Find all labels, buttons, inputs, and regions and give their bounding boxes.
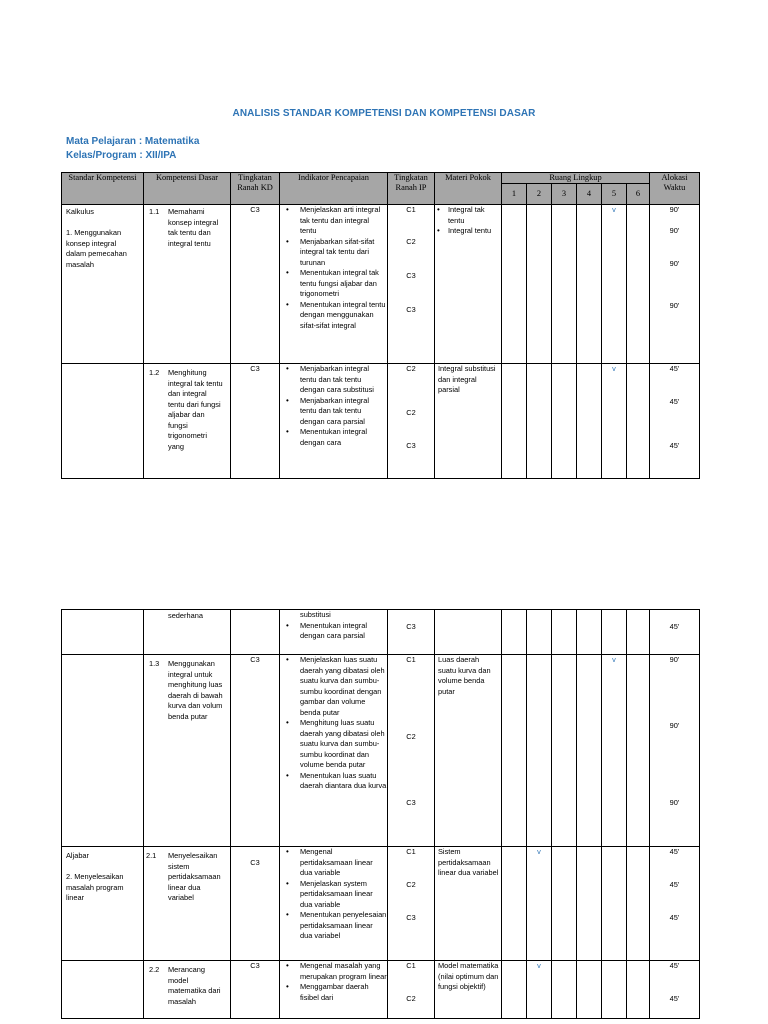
tk-ip-cell: C1 C2 C3 C3 <box>388 205 435 364</box>
sk-cell <box>62 205 144 364</box>
header-tingkatan-ranah-kd: Tingkatan Ranah KD <box>231 173 280 205</box>
alokasi-cell: 90' 90' 90' 90' <box>650 205 700 364</box>
materi-cell <box>435 364 502 479</box>
indikator-continuation: substitusi <box>300 610 331 619</box>
header-ruang-4: 4 <box>577 184 602 205</box>
kd-text: Menghitung integral tak tentu dan integral tentu dari fungsi aljabar dan fungsi trigonometri yang <box>168 368 223 451</box>
document-title: ANALISIS STANDAR KOMPETENSI DAN KOMPETENSI DASAR <box>232 108 536 119</box>
alokasi-cell: 45' 45' <box>650 961 700 1019</box>
tk-kd-cell: C3 <box>231 364 280 479</box>
kd-text: Menyelesaikan sistem pertidaksamaan linear dua variabel <box>168 851 221 902</box>
sk-topic: Aljabar <box>66 851 90 860</box>
table-row <box>62 655 700 847</box>
table-row <box>62 205 700 364</box>
list-item: • Integral tak tentu <box>435 205 501 226</box>
list-item: • Menentukan luas suatu daerah diantara dua kurva <box>280 771 387 792</box>
table-row <box>62 961 700 1019</box>
list-item: • Mengenal masalah yang merupakan program linear <box>280 961 387 982</box>
list-item: • Menjabarkan integral tentu dan tak tentu dengan cara parsial <box>280 396 387 428</box>
header-ruang-6: 6 <box>627 184 650 205</box>
alokasi-cell: 45' 45' 45' <box>650 847 700 961</box>
check-mark: v <box>527 961 552 1019</box>
kd-cell <box>144 655 231 847</box>
sk-text: 1. Menggunakan konsep integral dalam pemecahan masalah <box>66 228 127 269</box>
kd-number: 2.2 <box>149 965 160 974</box>
header-ruang-5: 5 <box>602 184 627 205</box>
tk-ip-cell: C1 C2 C3 <box>388 847 435 961</box>
indikator-cell <box>280 364 388 479</box>
kd-cell <box>144 847 231 961</box>
alokasi-cell: 45' <box>650 610 700 655</box>
header-ruang-1: 1 <box>502 184 527 205</box>
competency-table-bottom <box>61 609 700 1019</box>
header-kompetensi-dasar: Kompetensi Dasar <box>144 173 231 205</box>
kd-cell <box>144 364 231 479</box>
header-ruang-3: 3 <box>552 184 577 205</box>
header-ruang-lingkup: Ruang Lingkup <box>502 173 650 184</box>
table-row <box>62 364 700 479</box>
kd-number: 1.1 <box>149 207 160 216</box>
list-item: • Menentukan integral tentu dengan menggunakan sifat-sifat integral <box>280 300 387 332</box>
check-mark: v <box>527 847 552 961</box>
competency-table-top <box>61 172 700 479</box>
tk-ip-cell: C1 C2 <box>388 961 435 1019</box>
list-item: • Menjelaskan system pertidaksamaan linear dua variable <box>280 879 387 911</box>
list-item: • Mengenal pertidaksamaan linear dua variable <box>280 847 387 879</box>
list-item: • Menjabarkan sifat-sifat integral tak tentu dari turunan <box>280 237 387 269</box>
indikator-cell <box>280 610 388 655</box>
list-item: • Menggambar daerah fisibel dari <box>280 982 387 1003</box>
list-item: • Menghitung luas suatu daerah yang dibatasi oleh suatu kurva dan sumbu-sumbu koordinat dan volume benda putar <box>280 718 387 771</box>
header-indikator: Indikator Pencapaian <box>280 173 388 205</box>
header-materi-pokok: Materi Pokok <box>435 173 502 205</box>
tk-kd-cell: C3 <box>231 655 280 847</box>
sk-topic: Kalkulus <box>66 207 94 216</box>
alokasi-cell: 45' 45' 45' <box>650 364 700 479</box>
kd-text: Memahami konsep integral tak tentu dan integral tentu <box>168 207 219 248</box>
list-item: • Menentukan integral dengan cara parsial <box>280 621 387 642</box>
materi-cell <box>435 847 502 961</box>
kd-cell <box>144 961 231 1019</box>
sk-text: 2. Menyelesaikan masalah program linear <box>66 872 124 902</box>
materi-cell <box>435 205 502 364</box>
kd-cell <box>144 205 231 364</box>
tk-ip-cell: C1 C2 C3 <box>388 655 435 847</box>
tk-kd-cell: C3 <box>231 205 280 364</box>
subject-label: Mata Pelajaran : Matematika <box>66 136 200 147</box>
header-tingkatan-ranah-ip: Tingkatan Ranah IP <box>388 173 435 205</box>
table-row <box>62 610 700 655</box>
materi-cell <box>435 655 502 847</box>
materi-text: Sistem pertidaksamaan linear dua variabel <box>438 847 499 877</box>
indikator-cell <box>280 205 388 364</box>
indikator-cell <box>280 655 388 847</box>
sk-cell <box>62 847 144 961</box>
kd-cell <box>144 610 231 655</box>
list-item: • Menentukan integral tak tentu fungsi aljabar dan trigonometri <box>280 268 387 300</box>
materi-cell <box>435 961 502 1019</box>
tk-kd-cell: C3 <box>231 961 280 1019</box>
kd-text: sederhana <box>168 611 203 620</box>
list-item: • Menentukan integral dengan cara <box>280 427 387 448</box>
list-item: • Menentukan penyelesaian pertidaksamaan linear dua variabel <box>280 910 387 942</box>
indikator-cell <box>280 961 388 1019</box>
class-program-label: Kelas/Program : XII/IPA <box>66 150 177 161</box>
tk-kd-cell: C3 <box>231 847 280 961</box>
materi-text: Luas daerah suatu kurva dan volume benda putar <box>438 655 491 696</box>
materi-text: Model matematika (nilai optimum dan fungsi objektif) <box>438 961 499 991</box>
check-mark: v <box>602 364 627 479</box>
header-alokasi-waktu: Alokasi Waktu <box>650 173 700 205</box>
header-standar-kompetensi: Standar Kompetensi <box>62 173 144 205</box>
table-row <box>62 847 700 961</box>
list-item: • Menjelaskan luas suatu daerah yang dibatasi oleh suatu kurva dan sumbu-sumbu koordinat dengan gambar dan volume benda putar <box>280 655 387 718</box>
tk-ip-cell: C3 <box>388 610 435 655</box>
kd-number: 1.2 <box>149 368 160 377</box>
kd-number: 2.1 <box>146 851 157 860</box>
kd-text: Merancang model matematika dari masalah <box>168 965 221 1006</box>
list-item: • Menjabarkan integral tentu dan tak tentu dengan cara substitusi <box>280 364 387 396</box>
kd-text: Menggunakan integral untuk menghitung luas daerah di bawah kurva dan volum benda putar <box>168 659 223 721</box>
materi-text: Integral substitusi dan integral parsial <box>438 364 496 394</box>
list-item: • Integral tentu <box>435 226 501 237</box>
indikator-cell <box>280 847 388 961</box>
alokasi-cell: 90' 90' 90' <box>650 655 700 847</box>
header-ruang-2: 2 <box>527 184 552 205</box>
list-item: • Menjelaskan arti integral tak tentu dan integral tentu <box>280 205 387 237</box>
tk-ip-cell: C2 C2 C3 <box>388 364 435 479</box>
kd-number: 1.3 <box>149 659 160 668</box>
check-mark: v <box>602 205 627 364</box>
check-mark: v <box>602 655 627 847</box>
